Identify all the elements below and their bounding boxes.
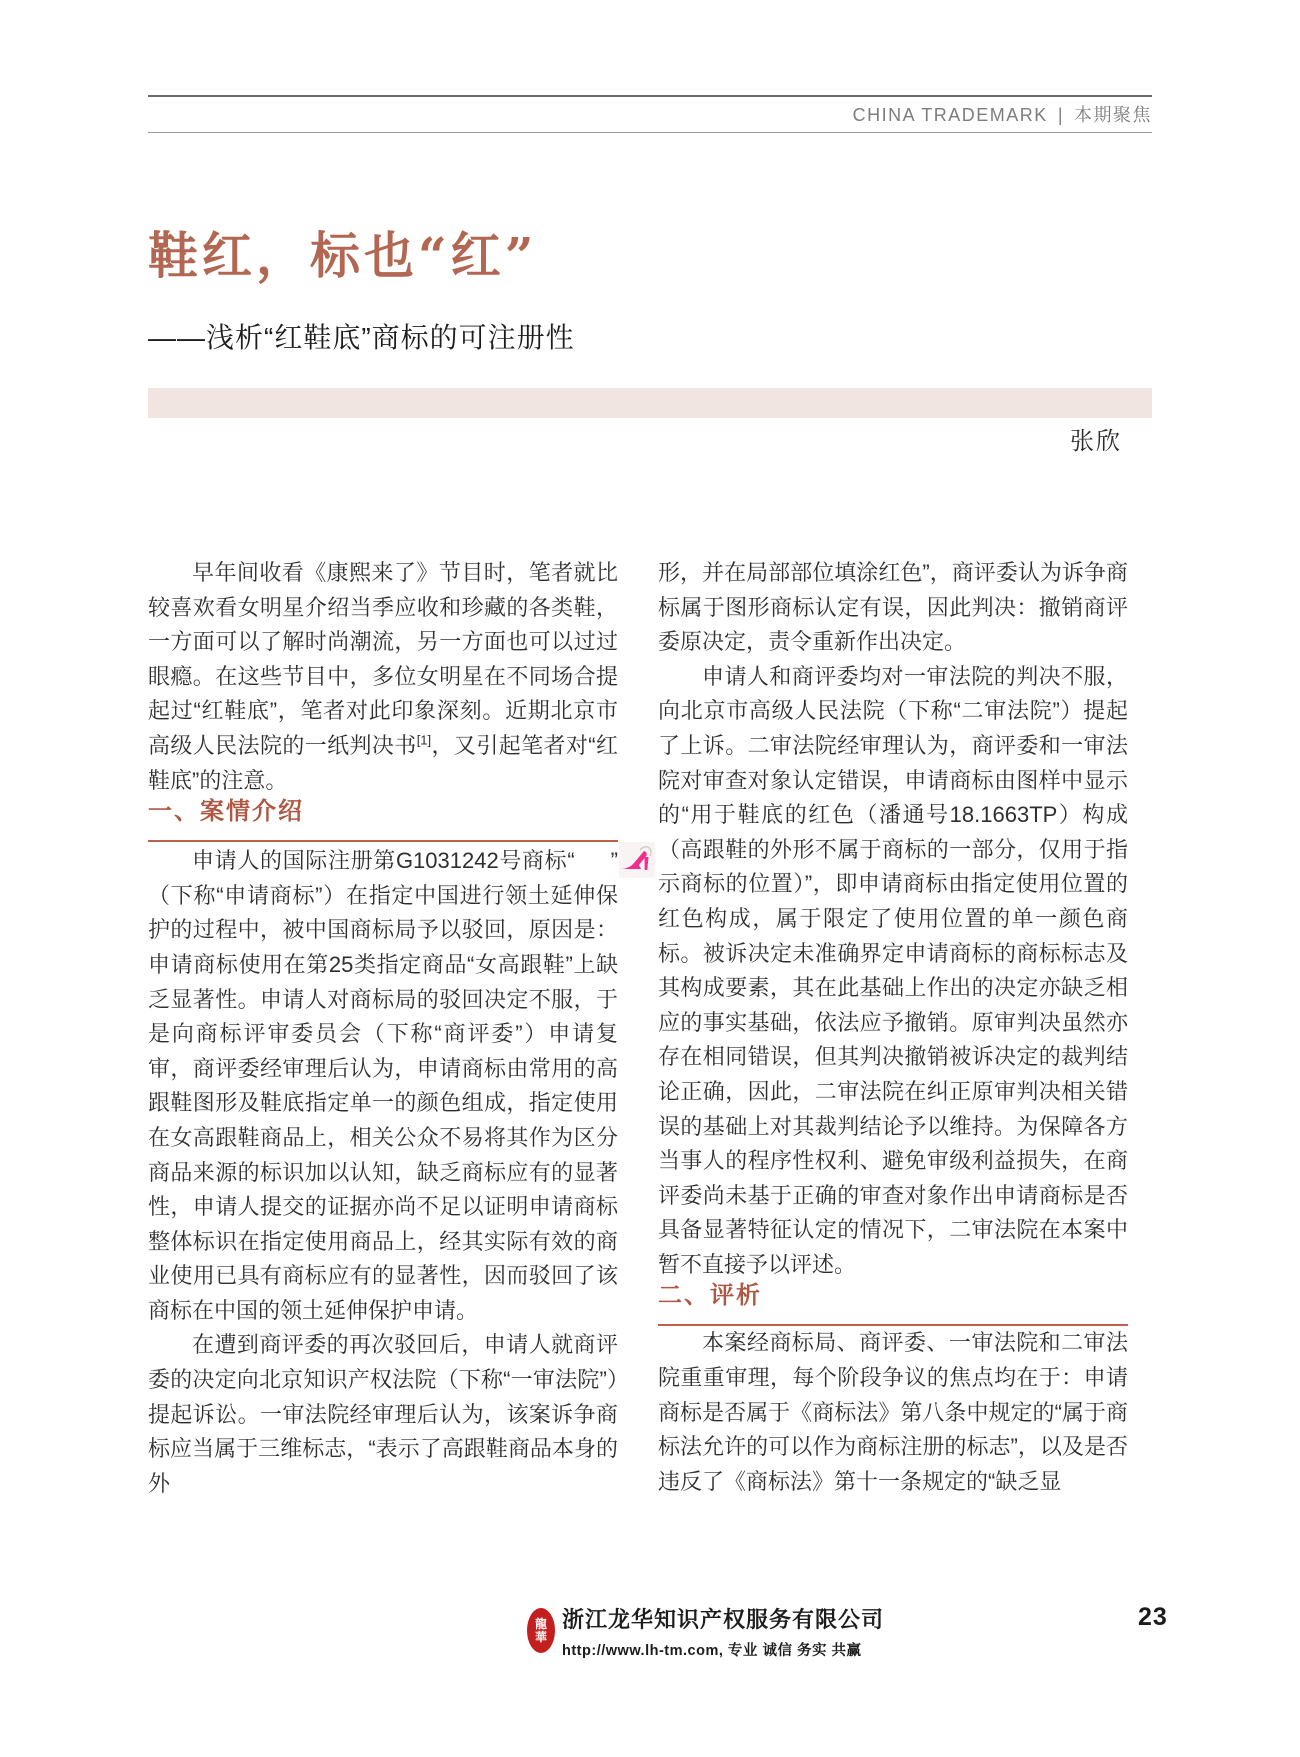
right-column — [658, 556, 1128, 1499]
analysis-paragraph: 本案经商标局、商评委、一审法院和二审法院重重审理，每个阶段争议的焦点均在于：申请商标是否属于《商标法》第八条中规定的“属于商标法允许的可以作为商标注册的标志”，以及是否违反了《商标法》第十一条规定的“缺乏显 — [658, 1330, 1128, 1494]
masthead-top-rule — [148, 95, 1152, 97]
case-paragraph — [148, 842, 618, 1328]
intro-text: 早年间收看《康熙来了》节目时，笔者就比较喜欢看女明星介绍当季应收和珍藏的各类鞋，一方面可以了解时尚潮流，另一方面也可以过过眼瘾。在这些节目中，多位女明星在不同场合提起过“红鞋底”，笔者对此印象深刻。近期北京市高级人民法院的一纸判决书 — [148, 560, 618, 758]
company-seal-logo — [527, 1608, 555, 1653]
masthead-divider: | — [1057, 105, 1064, 125]
masthead-section-label: 本期聚焦 — [1074, 105, 1152, 125]
logo-char-top: 龍 — [534, 1616, 547, 1631]
high-heel-shoe-mark-icon — [575, 842, 611, 878]
logo-char-bottom: 華 — [534, 1629, 547, 1644]
appeal-paragraph: 申请人和商评委均对一审法院的判决不服，向北京市高级人民法院（下称“二审法院”）提起了上诉。二审法院经审理认为，商评委和一审法院对审查对象认定错误，申请商标由图样中显示的“用于鞋底的红色（潘通号18.1663TP）构成（高跟鞋的外形不属于商标的一部分，仅用于指示商标的位置）”，即申请商标由指定使用位置的红色构成，属于限定了使用位置的单一颜色商标。被诉决定未准确界定申请商标的商标标志及其构成要素，其在此基础上作出的决定亦缺乏相应的事实基础，依法应予撤销。原审判决虽然亦存在相同错误，但其判决撤销被诉决定的裁判结论正确，因此，二审法院在纠正原审判决相关错误的基础上对其裁判结论予以维持。为保障各方当事人的程序性权利、避免审级利益损失，在商评委尚未基于正确的审查对象作出申请商标是否具备显著特征认定的情况下，二审法院在本案中暂不直接予以评述。 — [658, 663, 1128, 1277]
decorative-band — [148, 388, 1152, 418]
left-column — [148, 556, 618, 1501]
footer-tagline: http://www.lh-tm.com, 专业 诚信 务实 共赢 — [562, 1643, 862, 1659]
masthead-bottom-rule — [148, 132, 1152, 133]
journal-name: CHINA TRADEMARK — [852, 105, 1048, 125]
article-subtitle: ——浅析“红鞋底”商标的可注册性 — [148, 322, 575, 353]
footer-company-name: 浙江龙华知识产权服务有限公司 — [562, 1607, 885, 1632]
case-text-post: ”（下称“申请商标”）在指定中国进行领土延伸保护的过程中，被中国商标局予以驳回，原因是：申请商标使用在第25类指定商品“女高跟鞋”上缺乏显著性。申请人对商标局的驳回决定不服，于是向商标评审委员会（下称“商评委”）申请复审，商评委经审理后认为，申请商标由常用的高跟鞋图形及鞋底指定单一的颜色组成，指定使用在女高跟鞋商品上，相关公众不易将其作为区分商品来源的标识加以认知，缺乏商标应有的显著性，申请人提交的证据亦尚不足以证明申请商标整体标识在指定使用商品上，经其实际有效的商业使用已具有商标应有的显著性，因而驳回了该商标在中国的领土延伸保护申请。 — [148, 848, 618, 1323]
masthead — [148, 100, 1152, 130]
footnote-ref: [1] — [416, 732, 432, 748]
author-name: 张欣 — [1070, 428, 1122, 455]
intro-text-tail: ，又引起笔者对“红鞋底”的注意。 — [148, 732, 618, 793]
case-paragraph-2: 在遭到商评委的再次驳回后，申请人就商评委的决定向北京知识产权法院（下称“一审法院”）提起诉讼。一审法院经审理后认为，该案诉争商标应当属于三维标志，“表示了高跟鞋商品本身的外 — [148, 1332, 618, 1496]
case-paragraph-2-continued: 形，并在局部部位填涂红色”，商评委认为诉争商标属于图形商标认定有误，因此判决：撤销商评委原决定，责令重新作出决定。 — [658, 560, 1128, 655]
case-text-pre: 申请人的国际注册第G1031242号商标“ — [192, 848, 575, 874]
intro-paragraph — [148, 556, 618, 798]
article-title: 鞋红，标也“红” — [148, 226, 538, 285]
page-number: 23 — [1138, 1603, 1168, 1631]
section-heading-2: 二、评析 — [658, 1282, 1128, 1326]
section-heading-1: 一、案情介绍 — [148, 798, 618, 842]
